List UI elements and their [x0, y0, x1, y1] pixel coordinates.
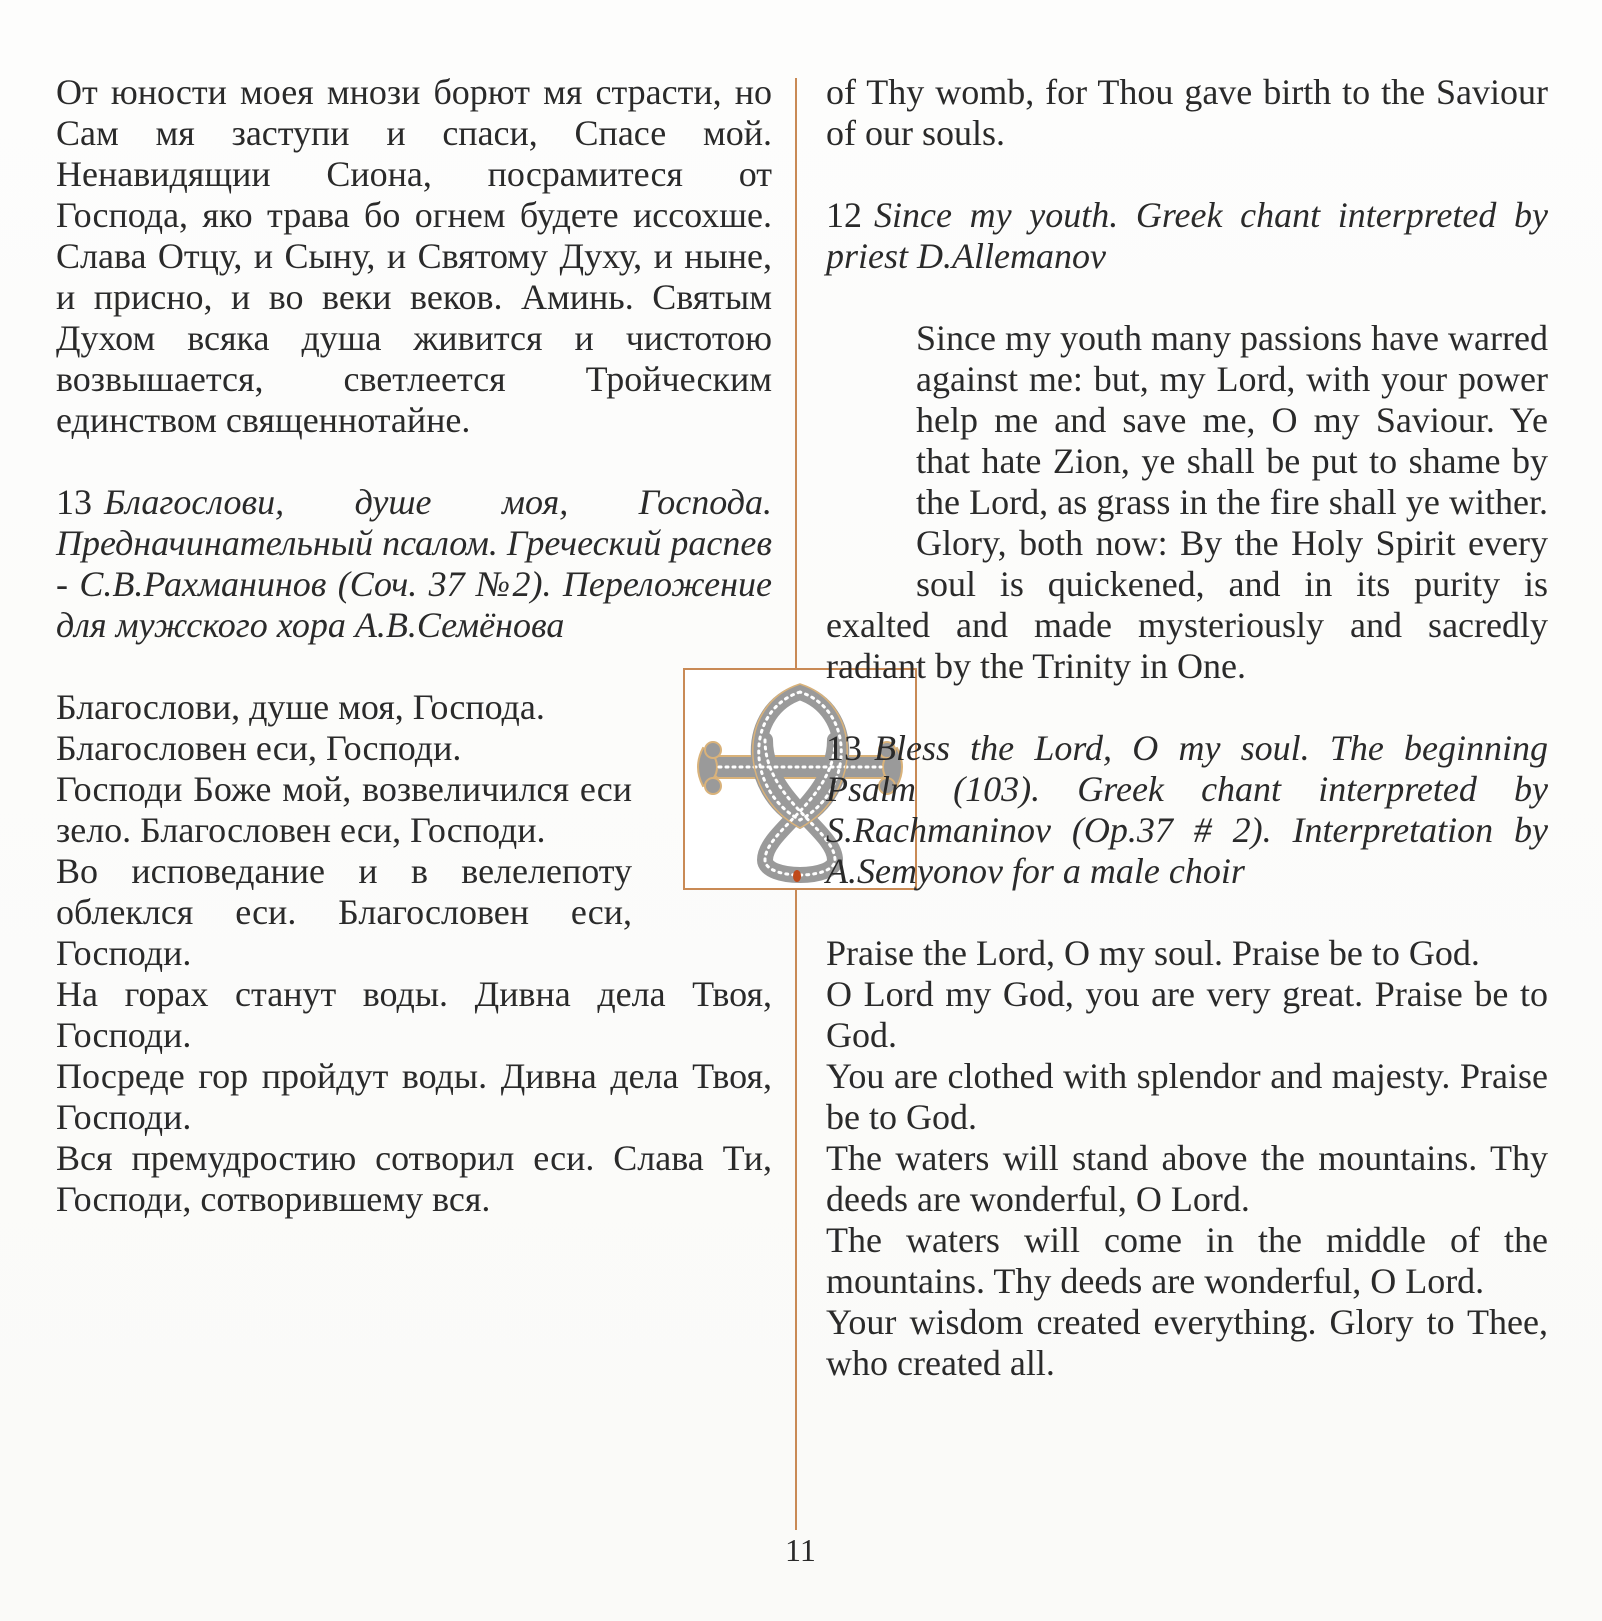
- right-line-6: Your wisdom created everything. Glory to Thee, who created all.: [826, 1302, 1548, 1383]
- left-column: [56, 72, 772, 1220]
- right-line-4: The waters will stand above the mountains. Thy deeds are wonderful, O Lord.: [826, 1138, 1548, 1219]
- left-heading-13: [56, 482, 772, 646]
- right-paragraph-0: of Thy womb, for Thou gave birth to the Saviour of our souls.: [826, 72, 1548, 153]
- right-line-5: The waters will come in the middle of the mountains. Thy deeds are wonderful, O Lord.: [826, 1220, 1548, 1301]
- left-line-5: На горах станут воды. Дивна дела Твоя, Господи.: [56, 974, 772, 1055]
- left-heading-title: Благослови, душе моя, Господа. Предначинательный псалом. Греческий распев - С.В.Рахманинов (Соч. 37 №2). Переложение для мужского хора А.В.Семёнова: [56, 482, 772, 645]
- right-heading-12-number: 12: [826, 195, 862, 235]
- right-heading-13-title: Bless the Lord, O my soul. The beginning Psalm (103). Greek chant interpreted by S.Rachmaninov (Op.37 # 2). Interpretation by A.Semyonov for a male choir: [826, 728, 1548, 891]
- right-line-3: You are clothed with splendor and majesty. Praise be to God.: [826, 1056, 1548, 1137]
- left-line-6: Посреде гор пройдут воды. Дивна дела Твоя, Господи.: [56, 1056, 772, 1137]
- left-line-2: Благословен еси, Господи.: [56, 728, 462, 768]
- left-line-7: Вся премудростию сотворил еси. Слава Ти, Господи, сотворившему вся.: [56, 1138, 772, 1219]
- left-line-1: Благослови, душе моя, Господа.: [56, 687, 545, 727]
- right-heading-12: [826, 195, 1548, 277]
- right-line-2: O Lord my God, you are very great. Praise be to God.: [826, 974, 1548, 1055]
- right-heading-13-number: 13: [826, 728, 862, 768]
- left-line-3: Господи Боже мой, возвеличился еси зело. Благословен еси, Господи.: [56, 769, 632, 850]
- right-heading-13: [826, 728, 1548, 892]
- left-line-4: Во исповедание и в велелепоту облеклся еси. Благословен еси, Господи.: [56, 851, 632, 973]
- right-line-1: Praise the Lord, O my soul. Praise be to God.: [826, 933, 1480, 973]
- right-column: [826, 72, 1548, 1384]
- left-paragraph-1: От юности моея мнози борют мя страсти, но Сам мя заступи и спаси, Спасе мой. Ненавидящии Сиона, посрамитеся от Господа, яко трава бо огнем будете иссохше. Слава Отцу, и Сыну, и Святому Духу, и ныне, и присно, и во веки веков. Аминь. Святым Духом всяка душа живится и чистотою возвышается, светлеется Тройческим единством священнотайне.: [56, 72, 772, 440]
- right-paragraph-1: Since my youth many passions have warred against me: but, my Lord, with your power help me and save me, O my Saviour. Ye that hate Zion, ye shall be put to shame by the Lord, as grass in the fire shall ye wither. Glory, both now: By the Holy Spirit every soul is quickened, and in its purity is exalted and made mysteriously and sacredly radiant by the Trinity in One.: [826, 318, 1548, 686]
- page-number: 11: [785, 1532, 816, 1568]
- right-heading-12-title: Since my youth. Greek chant interpreted by priest D.Allemanov: [826, 195, 1548, 276]
- left-heading-number: 13: [56, 482, 92, 522]
- column-divider-bottom: [795, 890, 797, 1530]
